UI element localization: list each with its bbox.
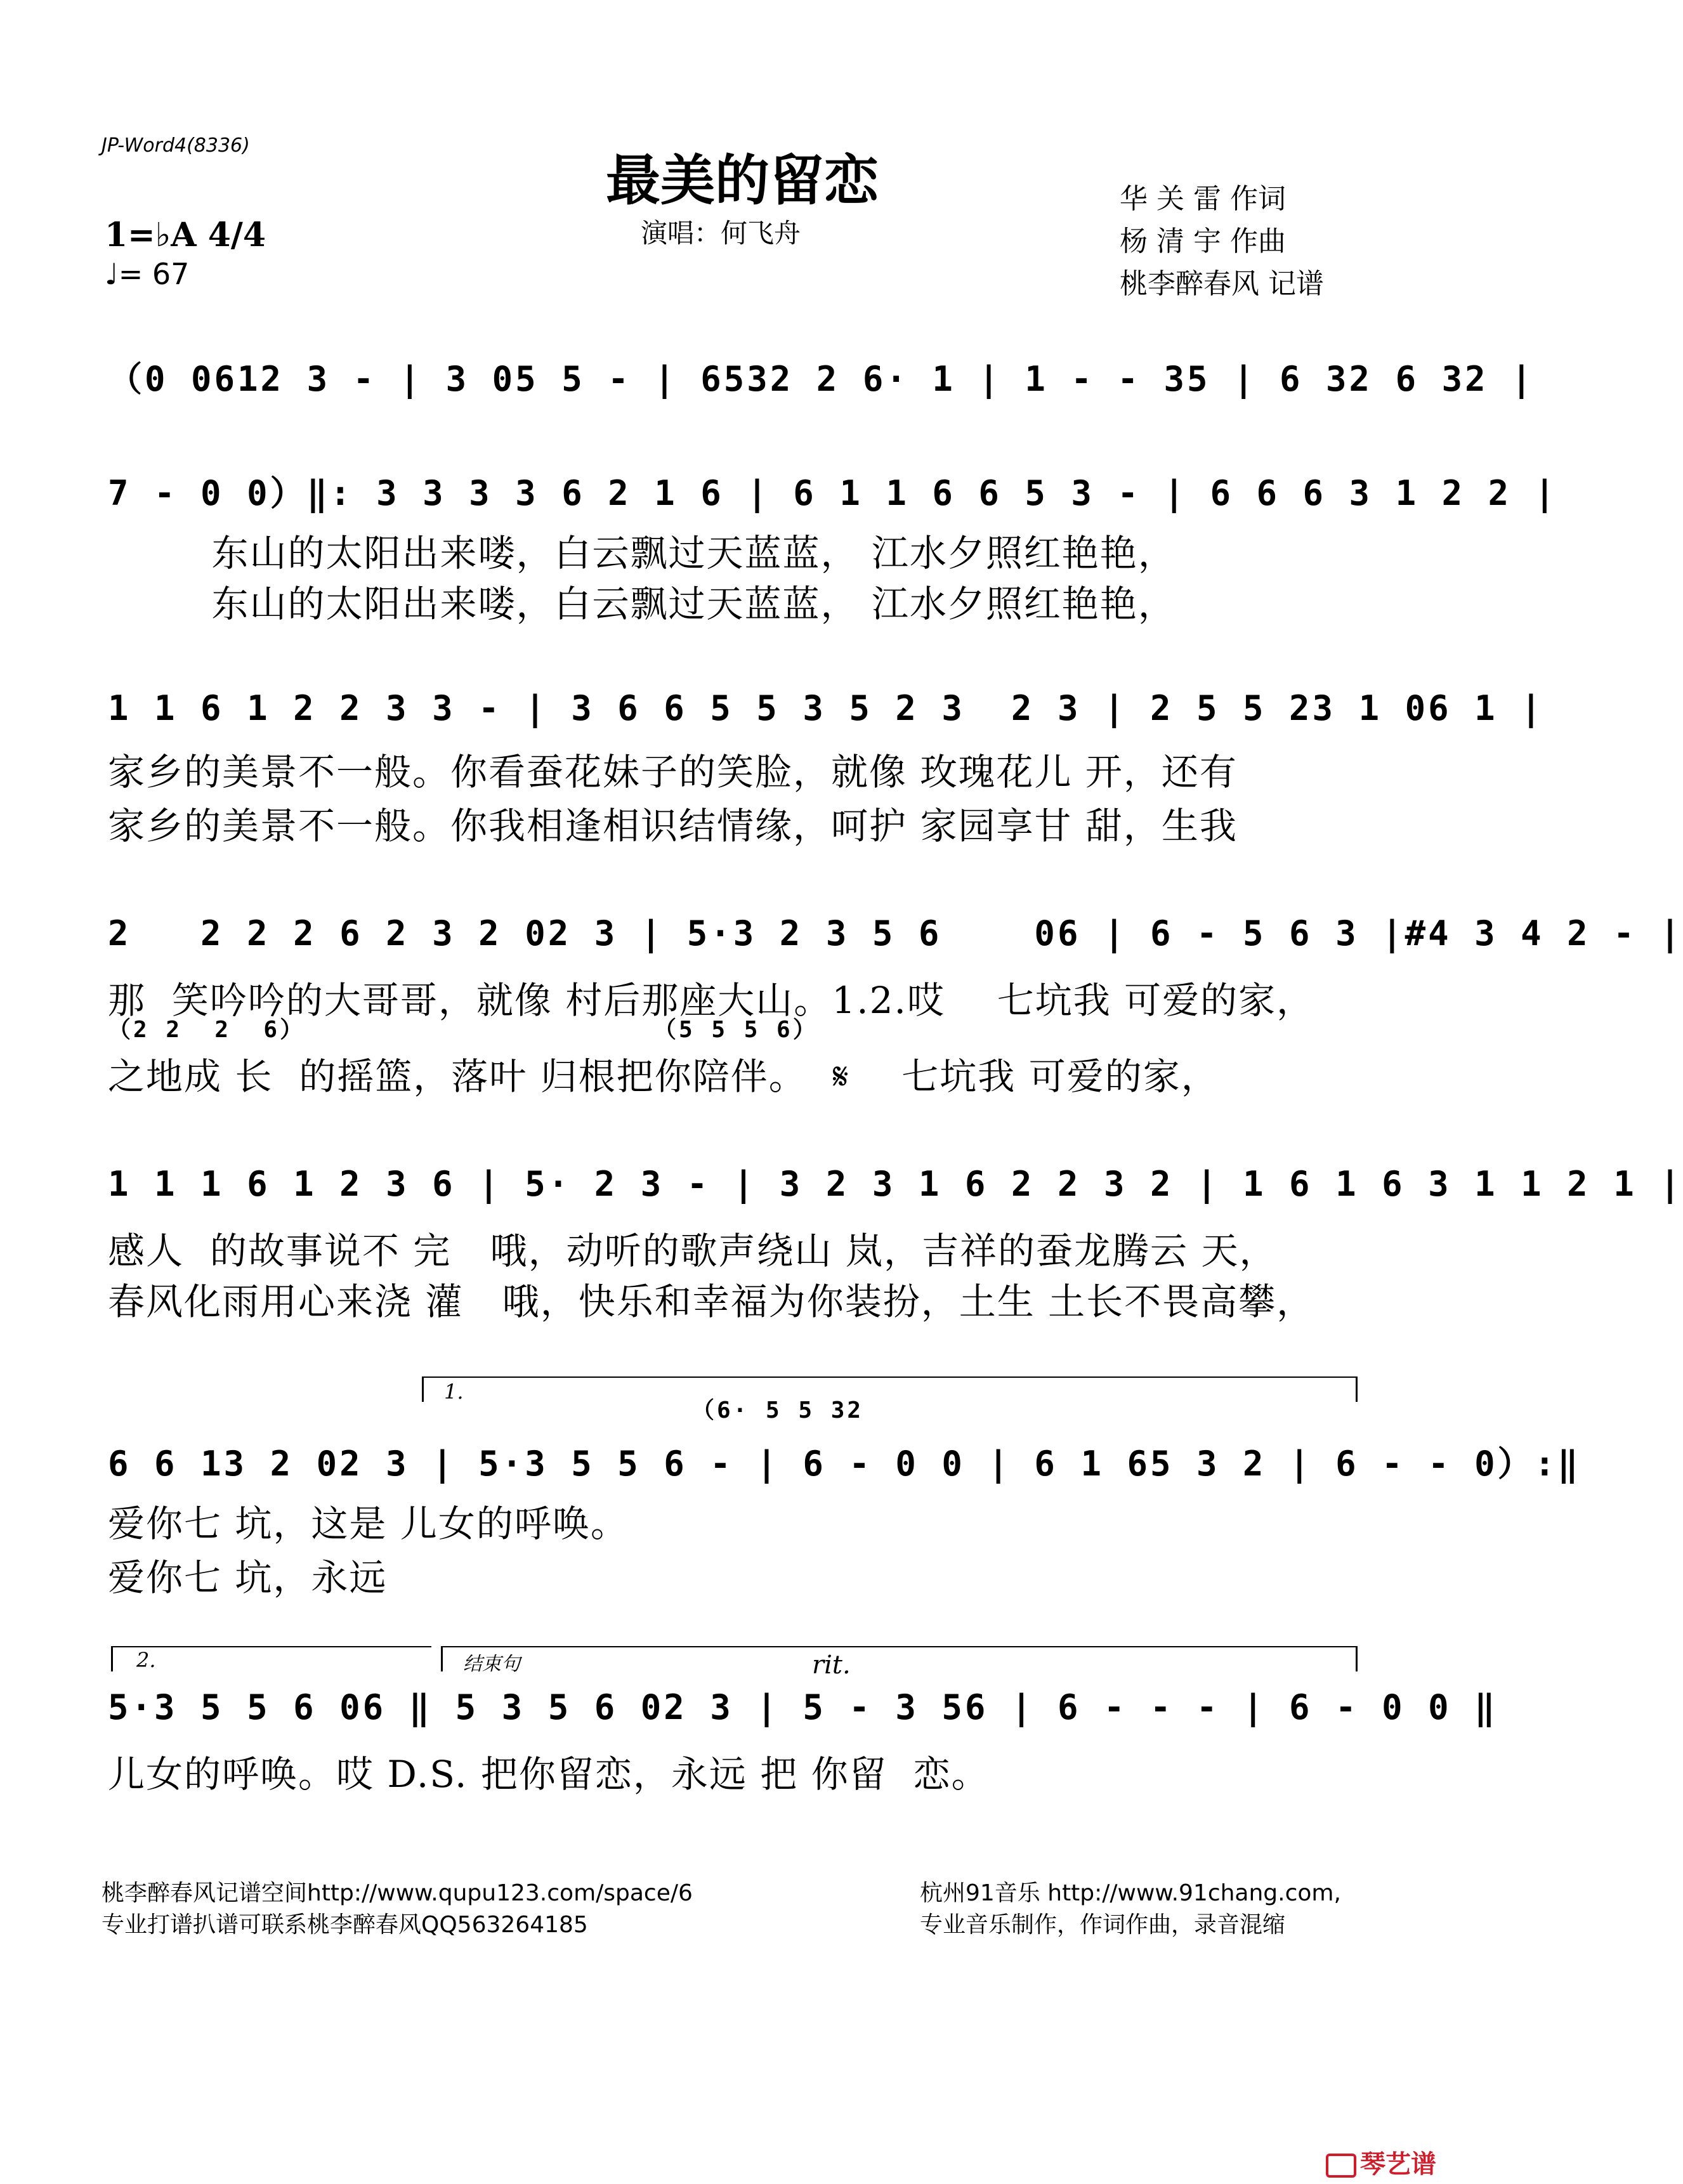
system-4-alt-2: （5 5 5 6） [653, 1017, 818, 1043]
composer: 杨 清 宇 作曲 [1120, 225, 1286, 258]
key-signature: 1=♭A 4/4 [105, 216, 266, 254]
singer-credit: 演唱：何飞舟 [641, 218, 801, 249]
system-2-lyric-1: 东山的太阳出来喽，白云飘过天蓝蓝， 江水夕照红艳艳， [108, 532, 1176, 575]
volta-1-bracket [422, 1376, 1358, 1378]
system-4-alt-1: （2 2 2 6） [108, 1017, 306, 1043]
coda-start [441, 1646, 443, 1671]
footer-right [920, 1878, 1341, 1941]
system-5-lyric-1: 感人 的故事说不 完 哦，动听的歌声绕山 岚，吉祥的蚕龙腾云 天， [108, 1229, 1278, 1272]
system-2-notes: 7 - 0 0）‖: 3 3 3 3 6 2 1 6 | 6 1 1 6 6 5 3 - | 6 6 6 3 1 2 2 | [108, 473, 1558, 513]
credits [1120, 178, 1324, 305]
system-1-notes: （0 0612 3 - | 3 05 5 - | 6532 2 6· 1 | 1 - - 35 | 6 32 6 32 | [108, 359, 1535, 399]
tempo-marking: ♩= 67 [105, 257, 190, 291]
footer-left [102, 1878, 693, 1941]
system-2-lyric-2: 东山的太阳出来喽，白云飘过天蓝蓝， 江水夕照红艳艳， [108, 582, 1176, 625]
system-4-lyric-2: 之地成 长 的摇篮，落叶 归根把你陪伴。 𝄋 七坑我 可爱的家， [108, 1055, 1219, 1098]
system-6-lyric-2: 爱你七 坑，永远 [108, 1556, 388, 1599]
system-6-lyric-1: 爱你七 坑，这是 儿女的呼唤。 [108, 1502, 629, 1545]
system-3-lyric-1: 家乡的美景不一般。你看蚕花妹子的笑脸，就像 玫瑰花儿 开，还有 [108, 750, 1238, 794]
system-5-lyric-2: 春风化雨用心来浇 灌 哦，快乐和幸福为你装扮，土生 土长不畏高攀， [108, 1280, 1315, 1323]
footer-right-line-1: 杭州91音乐 http://www.91chang.com, [920, 1880, 1341, 1906]
volta-1-start [422, 1376, 424, 1402]
coda-label: 结束句 [463, 1653, 520, 1675]
transcriber: 桃李醉春风 记谱 [1120, 268, 1324, 300]
site-logo [1326, 2144, 1436, 2180]
logo-text: 琴艺谱 [1360, 2150, 1436, 2179]
system-7-lyric: 儿女的呼唤。哎 D.S. 把你留恋，永远 把 你留 恋。 [108, 1753, 990, 1796]
volta-2-label: 2. [136, 1648, 156, 1672]
system-4-lyric-1: 那 笑吟吟的大哥哥，就像 村后那座大山。1.2.哎 七坑我 可爱的家， [108, 979, 1315, 1022]
volta-2-start [111, 1646, 113, 1671]
ritardando-mark: rit. [812, 1651, 851, 1680]
system-3-lyric-2: 家乡的美景不一般。你我相逢相识结情缘，呵护 家园享甘 甜，生我 [108, 804, 1238, 847]
logo-icon [1326, 2154, 1356, 2178]
volta-2-bracket [111, 1646, 431, 1647]
system-6-notes: 6 6 13 2 02 3 | 5·3 5 5 6 - | 6 - 0 0 | 6 1 65 3 2 | 6 - - 0）:‖ [108, 1444, 1581, 1484]
footer-left-line-2: 专业打谱扒谱可联系桃李醉春风QQ563264185 [102, 1912, 588, 1938]
coda-bracket [441, 1646, 1358, 1647]
system-6-alt: （6· 5 5 32 [691, 1397, 864, 1423]
system-7-notes: 5·3 5 5 6 06 ‖ 5 3 5 6 02 3 | 5 - 3 56 | 6 - - - | 6 - 0 0 ‖ [108, 1687, 1498, 1727]
system-3-notes: 1 1 6 1 2 2 3 3 - | 3 6 6 5 5 3 5 2 3 2 3 | 2 5 5 23 1 06 1 | [108, 688, 1544, 728]
lyricist: 华 关 雷 作词 [1120, 183, 1286, 215]
footer-left-line-1: 桃李醉春风记谱空间http://www.qupu123.com/space/6 [102, 1880, 693, 1906]
system-5-notes: 1 1 1 6 1 2 3 6 | 5· 2 3 - | 3 2 3 1 6 2 2 3 2 | 1 6 1 6 3 1 1 2 1 | [108, 1164, 1683, 1204]
system-4-notes: 2 2 2 2 6 2 3 2 02 3 | 5·3 2 3 5 6 06 | 6 - 5 6 3 |#4 3 4 2 - | [108, 913, 1683, 953]
song-title: 最美的留恋 [606, 148, 879, 213]
software-tag: JP-Word4(8336) [102, 134, 250, 157]
footer-right-line-2: 专业音乐制作，作词作曲，录音混缩 [920, 1912, 1286, 1938]
volta-1-label: 1. [444, 1380, 464, 1404]
coda-end [1356, 1646, 1358, 1671]
